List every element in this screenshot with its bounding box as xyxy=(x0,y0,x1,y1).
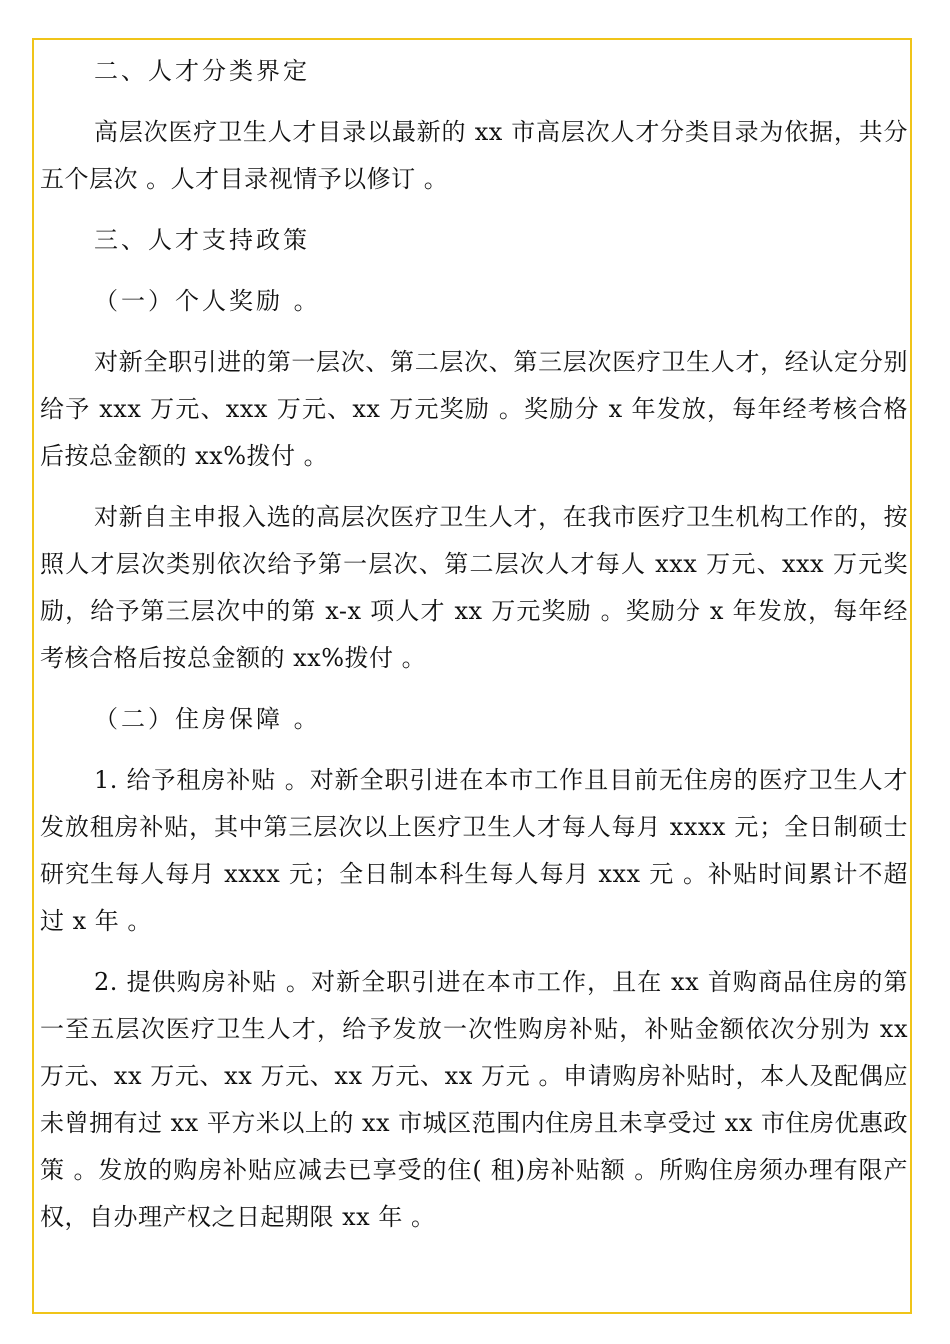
paragraph-talent-catalog: 高层次医疗卫生人才目录以最新的 xx 市高层次人才分类目录为依据，共分五个层次 。人才目录视情予以修订 。 xyxy=(40,118,908,193)
subsection-heading-housing: （二）住房保障 。 xyxy=(94,705,321,733)
subsection-heading-personal-reward: （一）个人奖励 。 xyxy=(94,287,321,315)
section-heading-talent-classification: 二、人才分类界定 xyxy=(94,57,310,85)
paragraph-reward-fulltime: 对新全职引进的第一层次、第二层次、第三层次医疗卫生人才，经认定分别给予 xxx 万元、xxx 万元、xx 万元奖励 。奖励分 x 年发放，每年经考核合格后按总金额的 xx%拨付 。 xyxy=(40,348,908,470)
paragraph-rent-subsidy: 1. 给予租房补贴 。对新全职引进在本市工作且目前无住房的医疗卫生人才发放租房补贴，其中第三层次以上医疗卫生人才每人每月 xxxx 元；全日制硕士研究生每人每月 xxxx 元；全日制本科生每人每月 xxx 元 。补贴时间累计不超过 x 年 。 xyxy=(40,766,908,935)
document-body xyxy=(40,48,908,1241)
paragraph-purchase-subsidy: 2. 提供购房补贴 。对新全职引进在本市工作，且在 xx 首购商品住房的第一至五层次医疗卫生人才，给予发放一次性购房补贴，补贴金额依次分别为 xx 万元、xx 万元、xx 万元、xx 万元、xx 万元 。申请购房补贴时，本人及配偶应未曾拥有过 xx 平方米以上的 xx 市城区范围内住房且未享受过 xx 市住房优惠政策 。发放的购房补贴应减去已享受的住( 租)房补贴额 。所购住房须办理有限产权，自办理产权之日起期限 xx 年 。 xyxy=(40,968,908,1231)
paragraph-reward-self-declared: 对新自主申报入选的高层次医疗卫生人才，在我市医疗卫生机构工作的，按照人才层次类别依次给予第一层次、第二层次人才每人 xxx 万元、xxx 万元奖励，给予第三层次中的第 x-x 项人才 xx 万元奖励 。奖励分 x 年发放，每年经考核合格后按总金额的 xx%拨付 。 xyxy=(40,503,908,672)
section-heading-support-policy: 三、人才支持政策 xyxy=(94,226,310,254)
